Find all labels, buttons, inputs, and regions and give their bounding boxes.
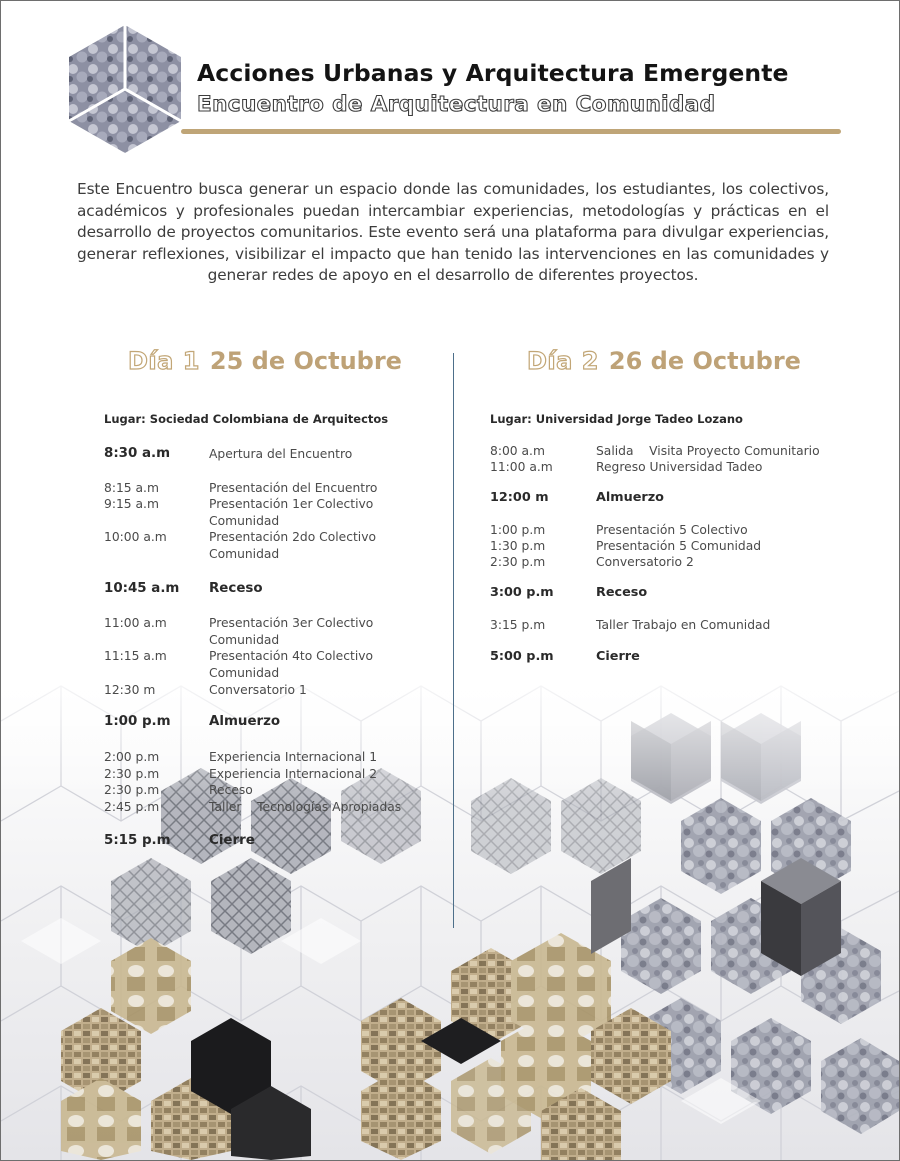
- schedule-time: 10:45 a.m: [104, 581, 180, 596]
- schedule-activity: Presentación 5 Comunidad: [596, 539, 762, 553]
- day1-label: Día 1: [128, 347, 200, 375]
- schedule-activity: Presentación 1er Colectivo Comunidad: [209, 497, 374, 528]
- schedule-time: 8:00 a.m: [490, 444, 545, 458]
- schedule-activity: Presentación 4to Colectivo Comunidad: [209, 649, 374, 680]
- event-subtitle: Encuentro de Arquitectura en Comunidad: [197, 92, 716, 117]
- schedule-time: 2:30 p.m: [104, 783, 160, 797]
- schedule-activity: Regreso Universidad Tadeo: [596, 460, 763, 474]
- schedule-time: 10:00 a.m: [104, 530, 167, 544]
- schedule-activity: Taller Tecnologías Apropiadas: [209, 800, 402, 814]
- schedule-activity: Cierre: [596, 649, 640, 664]
- day1-date: 25 de Octubre: [209, 347, 402, 375]
- schedule-time: 11:15 a.m: [104, 649, 167, 663]
- schedule-activity: Cierre: [209, 833, 255, 848]
- schedule-activity: Apertura del Encuentro: [209, 447, 353, 461]
- schedule-time: 2:45 p.m: [104, 800, 160, 814]
- day2-label: Día 2: [527, 347, 599, 375]
- schedule-time: 3:00 p.m: [490, 585, 554, 600]
- day2-date: 26 de Octubre: [608, 347, 801, 375]
- schedule-activity: Presentación del Encuentro: [209, 481, 378, 495]
- schedule-activity: Conversatorio 1: [209, 683, 307, 697]
- day1-heading: [128, 347, 402, 375]
- event-title: Acciones Urbanas y Arquitectura Emergente: [197, 59, 789, 87]
- schedule-time: 2:00 p.m: [104, 750, 160, 764]
- schedule-activity: Receso: [209, 783, 253, 797]
- schedule-time: 8:15 a.m: [104, 481, 159, 495]
- schedule-time: 2:30 p.m: [490, 555, 546, 569]
- schedule-time: 9:15 a.m: [104, 497, 159, 511]
- column-divider: [453, 353, 454, 928]
- schedule-time: 2:30 p.m: [104, 767, 160, 781]
- title-underline: [181, 129, 841, 134]
- schedule-time: 5:15 p.m: [104, 833, 171, 848]
- schedule-time: 11:00 a.m: [104, 616, 167, 630]
- schedule-activity: Receso: [209, 581, 263, 596]
- day2-venue: Lugar: Universidad Jorge Tadeo Lozano: [490, 412, 743, 426]
- schedule-time: 1:00 p.m: [104, 714, 171, 729]
- intro-paragraph: Este Encuentro busca generar un espacio donde las comunidades, los estudiantes, los colectivos, académicos y profesionales puedan intercambiar experiencias, metodologías y prácticas en el desarrollo de proyectos comunitarios. Este evento será una plataforma para divulgar experiencias, generar reflexiones, visibilizar el impacto que han tenido las intervenciones en las comunidades y generar redes de apoyo en el desarrollo de diferentes proyectos.: [77, 180, 829, 284]
- schedule-time: 1:30 p.m: [490, 539, 546, 553]
- schedule-time: 1:00 p.m: [490, 523, 546, 537]
- schedule-activity: Taller Trabajo en Comunidad: [596, 618, 771, 632]
- day2-heading: [527, 347, 801, 375]
- schedule-activity: Almuerzo: [596, 490, 664, 505]
- schedule-activity: Conversatorio 2: [596, 555, 694, 569]
- schedule-time: 3:15 p.m: [490, 618, 546, 632]
- logo-hexagon-icon: [67, 23, 183, 155]
- schedule-activity: Salida Visita Proyecto Comunitario: [596, 444, 820, 458]
- schedule-activity: Experiencia Internacional 1: [209, 750, 378, 764]
- schedule-time: 5:00 p.m: [490, 649, 554, 664]
- schedule-activity: Almuerzo: [209, 714, 281, 729]
- schedule-activity: Experiencia Internacional 2: [209, 767, 378, 781]
- schedule-activity: Presentación 3er Colectivo Comunidad: [209, 616, 374, 647]
- schedule-time: 8:30 a.m: [104, 446, 171, 461]
- schedule-time: 12:30 m: [104, 683, 156, 697]
- day1-venue: Lugar: Sociedad Colombiana de Arquitectos: [104, 412, 389, 426]
- schedule-time: 11:00 a.m: [490, 460, 553, 474]
- schedule-activity: Presentación 5 Colectivo: [596, 523, 748, 537]
- schedule-activity: Receso: [596, 585, 648, 600]
- schedule-time: 12:00 m: [490, 490, 549, 505]
- schedule-activity: Presentación 2do Colectivo Comunidad: [209, 530, 377, 561]
